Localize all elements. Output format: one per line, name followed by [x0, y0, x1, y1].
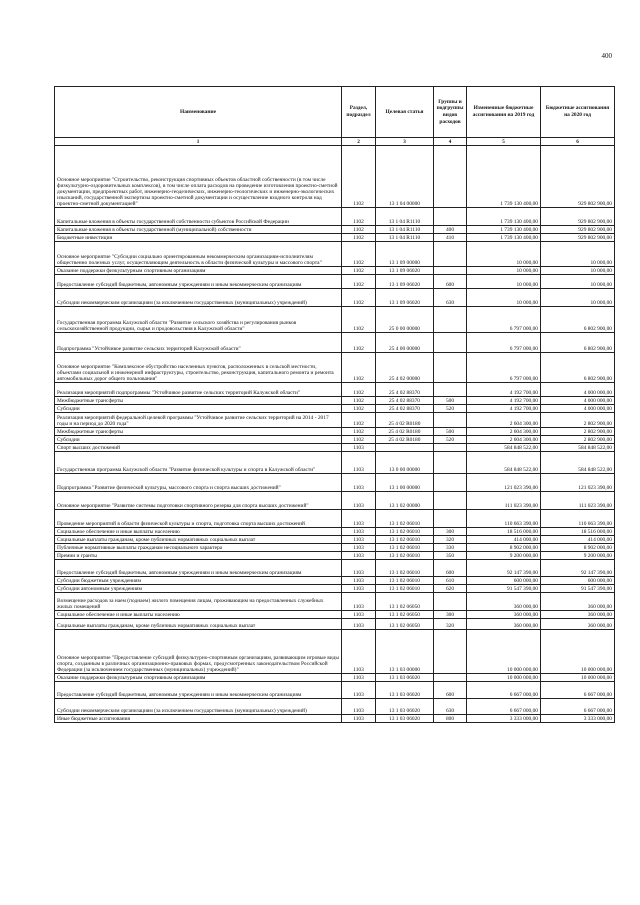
row-amount-2020: 6 802 900,00 — [541, 307, 615, 333]
row-expense-group — [434, 474, 467, 492]
row-amount-2020: 6 667 000,00 — [541, 682, 615, 699]
row-name: Государственная программа Калужской области "Развитие сельского хозяйства и регулирования рынков сельскохозяйственной продукции, сырья и продовольствия в Калужской области" — [55, 307, 342, 333]
row-amount-2020: 4 000 000,00 — [541, 405, 615, 413]
row-section: 1102 — [342, 146, 376, 208]
row-name: Проведение мероприятий в области физической культуры и спорта, подготовка спорта высших достижений — [55, 510, 342, 528]
row-name: Основное мероприятие "Комплексное обустройство населенных пунктов, расположенных в сельской местности, объектами социальной и инженерной инфраструктуры, строительство, реконструкция, капитального ремонта и ремонта автомобильных дорог общего пользования" — [55, 353, 342, 383]
row-section: 1102 — [342, 234, 376, 242]
row-amount-2019: 10 000,00 — [467, 275, 541, 289]
row-amount-2020: 929 802 900,00 — [541, 208, 615, 226]
table-row — [55, 682, 615, 699]
row-expense-group — [434, 383, 467, 397]
row-amount-2019: 10 000,00 — [467, 242, 541, 267]
row-amount-2019: 2 604 300,00 — [467, 413, 541, 428]
row-name: Предоставление субсидий бюджетным, автономным учреждениям и иным некоммерческим организациям — [55, 560, 342, 577]
row-name: Возмещение расходов за наем (поднаем) жилого помещения лицам, проживающим на предоставленных служебных жилых помещений — [55, 593, 342, 611]
row-name: Капитальные вложения в объекты государственной собственности субъектов Российской Федерации — [55, 208, 342, 226]
row-target-article: 25 4 02 88370 — [376, 405, 434, 413]
table-row — [55, 397, 615, 405]
row-amount-2020: 360 000,00 — [541, 593, 615, 611]
row-amount-2019: 360 000,00 — [467, 619, 541, 630]
row-section: 1103 — [342, 630, 376, 674]
row-amount-2020: 929 802 900,00 — [541, 146, 615, 208]
row-amount-2020: 3 333 000,00 — [541, 715, 615, 723]
row-expense-group: 300 — [434, 611, 467, 619]
row-name: Предоставление субсидий бюджетным, автономным учреждениям и иным некоммерческим организациям — [55, 275, 342, 289]
row-amount-2019: 6 797 000,00 — [467, 353, 541, 383]
table-row — [55, 208, 615, 226]
row-expense-group — [434, 208, 467, 226]
row-amount-2019: 6 667 000,00 — [467, 682, 541, 699]
row-amount-2020: 929 802 900,00 — [541, 234, 615, 242]
row-name: Публичные нормативные выплаты гражданам несоциального характера — [55, 544, 342, 552]
table-row — [55, 307, 615, 333]
row-section: 1102 — [342, 333, 376, 353]
row-expense-group — [434, 353, 467, 383]
header-section: Раздел, подраздел — [342, 87, 376, 138]
row-name: Межбюджетные трансферты — [55, 428, 342, 436]
row-expense-group: 330 — [434, 544, 467, 552]
row-target-article: 13 1 09 06020 — [376, 267, 434, 275]
row-amount-2019: 584 848 522,00 — [467, 444, 541, 452]
row-section: 1103 — [342, 560, 376, 577]
row-name: Основное мероприятие "Строительство, реконструкция спортивных объектов областной собственности (в том числе физкультурно-оздоровительных комплексов), в том числе оплата расходов на проведение изготовления проектно-сметной документации, предпроектных работ, инженерно-геодезических, инженерно-геологических и инженерно-экологических изысканий, государственной экспертизы проектно-сметной документации и осуществление входного контроля над проектно-сметной документацией" — [55, 146, 342, 208]
row-section: 1103 — [342, 528, 376, 536]
row-name: Подпрограмма "Устойчивое развитие сельских территорий Калужской области" — [55, 333, 342, 353]
row-amount-2020: 10 000,00 — [541, 267, 615, 275]
column-number: 2 — [342, 138, 376, 146]
table-row — [55, 383, 615, 397]
row-amount-2020: 121 023 390,00 — [541, 474, 615, 492]
table-row — [55, 289, 615, 307]
row-amount-2019: 18 516 000,00 — [467, 528, 541, 536]
row-expense-group — [434, 492, 467, 510]
row-amount-2020: 2 802 900,00 — [541, 436, 615, 444]
row-target-article: 13 1 03 06020 — [376, 699, 434, 715]
row-name: Премии и гранты — [55, 552, 342, 560]
table-row — [55, 234, 615, 242]
row-section: 1103 — [342, 585, 376, 593]
column-number: 5 — [467, 138, 541, 146]
row-name: Социальные выплаты гражданам, кроме публичных нормативных социальных выплат — [55, 536, 342, 544]
row-section: 1103 — [342, 611, 376, 619]
row-expense-group: 520 — [434, 436, 467, 444]
table-row — [55, 544, 615, 552]
row-expense-group: 600 — [434, 682, 467, 699]
row-expense-group: 620 — [434, 585, 467, 593]
row-target-article: 13 1 02 06050 — [376, 619, 434, 630]
row-name: Оказание поддержки физкультурным спортивным организациям — [55, 674, 342, 682]
row-target-article: 13 1 02 06010 — [376, 536, 434, 544]
table-row — [55, 413, 615, 428]
row-section: 1102 — [342, 383, 376, 397]
row-target-article: 25 4 02 88370 — [376, 397, 434, 405]
row-section: 1103 — [342, 682, 376, 699]
row-amount-2020: 4 000 000,00 — [541, 383, 615, 397]
row-amount-2020: 6 667 000,00 — [541, 699, 615, 715]
row-name: Субсидии — [55, 436, 342, 444]
row-name: Социальное обеспечение и иные выплаты населению — [55, 528, 342, 536]
row-target-article: 13 1 02 06050 — [376, 593, 434, 611]
row-amount-2020: 110 663 390,00 — [541, 510, 615, 528]
table-row — [55, 560, 615, 577]
row-amount-2019: 360 000,00 — [467, 593, 541, 611]
row-name: Иные бюджетные ассигнования — [55, 715, 342, 723]
row-amount-2019: 8 902 000,00 — [467, 544, 541, 552]
row-section: 1102 — [342, 226, 376, 234]
row-expense-group — [434, 307, 467, 333]
table-row — [55, 226, 615, 234]
row-section: 1102 — [342, 208, 376, 226]
row-section: 1103 — [342, 674, 376, 682]
row-target-article: 13 1 02 06010 — [376, 528, 434, 536]
row-target-article: 13 1 02 00000 — [376, 492, 434, 510]
row-target-article: 25 4 00 00000 — [376, 333, 434, 353]
row-name: Реализация мероприятий федеральной целевой программы "Устойчивое развитие сельских территорий на 2014 - 2017 годы и на период до 2020 года" — [55, 413, 342, 428]
row-name: Субсидии некоммерческим организациям (за исключением государственных (муниципальных) учреждений) — [55, 699, 342, 715]
column-number-row — [55, 138, 615, 146]
row-target-article: 13 1 03 06020 — [376, 674, 434, 682]
row-amount-2019: 10 000,00 — [467, 289, 541, 307]
row-expense-group — [434, 510, 467, 528]
table-row — [55, 474, 615, 492]
row-name: Спорт высших достижений — [55, 444, 342, 452]
row-amount-2020: 8 902 000,00 — [541, 544, 615, 552]
row-name: Социальные выплаты гражданам, кроме публичных нормативных социальных выплат — [55, 619, 342, 630]
row-section: 1103 — [342, 552, 376, 560]
row-expense-group: 520 — [434, 405, 467, 413]
row-target-article: 13 1 04 R1110 — [376, 226, 434, 234]
row-target-article: 13 1 02 06010 — [376, 585, 434, 593]
row-expense-group: 400 — [434, 226, 467, 234]
header-budget-2020: Бюджетные ассигнования на 2020 год — [541, 87, 615, 138]
row-expense-group — [434, 267, 467, 275]
row-amount-2020: 584 848 522,00 — [541, 444, 615, 452]
table-row — [55, 333, 615, 353]
row-target-article: 25 4 02 R0180 — [376, 436, 434, 444]
row-amount-2019: 91 547 390,00 — [467, 585, 541, 593]
row-amount-2019: 6 667 000,00 — [467, 699, 541, 715]
table-row — [55, 452, 615, 474]
table-row — [55, 428, 615, 436]
row-target-article: 13 1 03 00000 — [376, 630, 434, 674]
table-row — [55, 630, 615, 674]
header-groups: Группы и подгруппы видов расходов — [434, 87, 467, 138]
row-name: Межбюджетные трансферты — [55, 397, 342, 405]
row-section: 1102 — [342, 405, 376, 413]
row-name: Основное мероприятие "Развитие системы подготовки спортивного резерва для спорта высших достижений" — [55, 492, 342, 510]
table-row — [55, 275, 615, 289]
table-row — [55, 510, 615, 528]
row-name: Подпрограмма "Развитие физической культуры, массового спорта и спорта высших достижений" — [55, 474, 342, 492]
row-amount-2019: 10 000 000,00 — [467, 674, 541, 682]
row-target-article: 13 1 04 R1110 — [376, 208, 434, 226]
row-target-article: 13 1 02 06010 — [376, 560, 434, 577]
row-expense-group: 300 — [434, 528, 467, 536]
row-target-article: 13 1 02 06010 — [376, 577, 434, 585]
row-section: 1103 — [342, 544, 376, 552]
row-target-article: 25 4 02 R0180 — [376, 413, 434, 428]
row-amount-2019: 10 000 000,00 — [467, 630, 541, 674]
page-number: 400 — [601, 52, 612, 60]
column-number: 1 — [55, 138, 342, 146]
row-name: Субсидии — [55, 405, 342, 413]
row-amount-2019: 600 000,00 — [467, 577, 541, 585]
row-expense-group: 600 — [434, 275, 467, 289]
row-amount-2020: 92 147 390,00 — [541, 560, 615, 577]
row-amount-2020: 584 848 522,00 — [541, 452, 615, 474]
row-amount-2019: 1 739 130 400,00 — [467, 208, 541, 226]
table-row — [55, 405, 615, 413]
row-amount-2020: 360 000,00 — [541, 619, 615, 630]
row-expense-group: 500 — [434, 428, 467, 436]
table-row — [55, 699, 615, 715]
row-amount-2020: 18 516 000,00 — [541, 528, 615, 536]
row-amount-2019: 6 797 000,00 — [467, 307, 541, 333]
row-section: 1102 — [342, 428, 376, 436]
row-expense-group: 630 — [434, 289, 467, 307]
row-section: 1103 — [342, 619, 376, 630]
table-body — [55, 146, 615, 723]
row-expense-group — [434, 452, 467, 474]
header-budget-2019: Измененные бюджетные ассигнования на 2019 год — [467, 87, 541, 138]
row-amount-2020: 2 802 900,00 — [541, 413, 615, 428]
row-amount-2020: 2 802 900,00 — [541, 428, 615, 436]
row-section: 1102 — [342, 289, 376, 307]
row-name: Субсидии некоммерческим организациям (за исключением государственных (муниципальных) учреждений) — [55, 289, 342, 307]
row-amount-2020: 4 000 000,00 — [541, 397, 615, 405]
row-amount-2020: 600 000,00 — [541, 577, 615, 585]
column-number: 6 — [541, 138, 615, 146]
row-section: 1103 — [342, 593, 376, 611]
row-expense-group — [434, 444, 467, 452]
table-row — [55, 674, 615, 682]
row-expense-group — [434, 146, 467, 208]
row-target-article: 13 1 09 06020 — [376, 289, 434, 307]
row-target-article: 13 1 02 06050 — [376, 611, 434, 619]
row-expense-group: 410 — [434, 234, 467, 242]
row-target-article: 25 4 02 88370 — [376, 383, 434, 397]
row-expense-group — [434, 413, 467, 428]
row-name: Основное мероприятие "Предоставление субсидий физкультурно-спортивным организациям, развивающим игровые виды спорта, созданным в различных организационно-правовых формах, предусмотренных законодательством Российской Федерации (за исключением государственных (муниципальных) учреждений)" — [55, 630, 342, 674]
row-section: 1103 — [342, 452, 376, 474]
table-row — [55, 577, 615, 585]
row-amount-2019: 2 604 300,00 — [467, 436, 541, 444]
row-section: 1103 — [342, 444, 376, 452]
row-target-article: 13 1 03 06020 — [376, 682, 434, 699]
row-amount-2020: 414 000,00 — [541, 536, 615, 544]
row-section: 1103 — [342, 510, 376, 528]
table-row — [55, 436, 615, 444]
row-expense-group: 320 — [434, 619, 467, 630]
row-amount-2019: 92 147 390,00 — [467, 560, 541, 577]
row-name: Оказание поддержки физкультурным спортивным организациям — [55, 267, 342, 275]
row-expense-group: 610 — [434, 577, 467, 585]
row-section: 1102 — [342, 267, 376, 275]
row-section: 1103 — [342, 577, 376, 585]
table-row — [55, 492, 615, 510]
row-amount-2019: 110 663 390,00 — [467, 510, 541, 528]
row-expense-group — [434, 593, 467, 611]
row-section: 1103 — [342, 474, 376, 492]
row-amount-2019: 4 192 700,00 — [467, 405, 541, 413]
row-section: 1102 — [342, 242, 376, 267]
row-name: Государственная программа Калужской области "Развитие физической культуры и спорта в Калужской области" — [55, 452, 342, 474]
row-expense-group — [434, 630, 467, 674]
table-row — [55, 585, 615, 593]
row-amount-2020: 360 000,00 — [541, 611, 615, 619]
row-amount-2020: 10 000,00 — [541, 242, 615, 267]
row-target-article: 13 1 00 00000 — [376, 474, 434, 492]
row-name: Основное мероприятие "Субсидии социально ориентированным некоммерческим организациям-исполнителям общественно полезных услуг, осуществляющим деятельность в области физической культуры и массового спорта" — [55, 242, 342, 267]
row-amount-2019: 1 739 130 400,00 — [467, 234, 541, 242]
row-target-article: 13 0 00 00000 — [376, 452, 434, 474]
row-amount-2019: 121 023 390,00 — [467, 474, 541, 492]
row-section: 1102 — [342, 436, 376, 444]
row-target-article: 25 0 00 00000 — [376, 307, 434, 333]
header-target: Целевая статья — [376, 87, 434, 138]
row-expense-group — [434, 674, 467, 682]
row-amount-2019: 3 333 000,00 — [467, 715, 541, 723]
row-target-article: 13 1 02 06010 — [376, 510, 434, 528]
row-amount-2019: 1 739 130 400,00 — [467, 226, 541, 234]
row-amount-2020: 111 023 390,00 — [541, 492, 615, 510]
row-amount-2019: 9 200 000,00 — [467, 552, 541, 560]
row-section: 1103 — [342, 536, 376, 544]
row-amount-2019: 1 739 130 400,00 — [467, 146, 541, 208]
row-target-article: 13 1 02 06010 — [376, 552, 434, 560]
table-row — [55, 593, 615, 611]
row-name: Субсидии автономным учреждениям — [55, 585, 342, 593]
column-number: 3 — [376, 138, 434, 146]
row-target-article: 13 1 04 R1110 — [376, 234, 434, 242]
row-amount-2019: 4 192 700,00 — [467, 397, 541, 405]
row-target-article: 13 1 09 06020 — [376, 275, 434, 289]
row-expense-group: 350 — [434, 552, 467, 560]
row-target-article: 13 1 03 06020 — [376, 715, 434, 723]
row-amount-2019: 360 000,00 — [467, 611, 541, 619]
row-name: Предоставление субсидий бюджетным, автономным учреждениям и иным некоммерческим организациям — [55, 682, 342, 699]
row-amount-2019: 4 192 700,00 — [467, 383, 541, 397]
row-amount-2020: 91 547 390,00 — [541, 585, 615, 593]
row-amount-2019: 584 848 522,00 — [467, 452, 541, 474]
row-name: Субсидии бюджетным учреждениям — [55, 577, 342, 585]
row-expense-group: 500 — [434, 397, 467, 405]
table-row — [55, 267, 615, 275]
row-amount-2019: 111 023 390,00 — [467, 492, 541, 510]
row-expense-group — [434, 333, 467, 353]
table-row — [55, 552, 615, 560]
table-row — [55, 444, 615, 452]
row-amount-2020: 10 000 000,00 — [541, 674, 615, 682]
row-expense-group: 600 — [434, 560, 467, 577]
row-expense-group — [434, 242, 467, 267]
row-section: 1103 — [342, 492, 376, 510]
row-name: Капитальные вложения в объекты государственной (муниципальной) собственности — [55, 226, 342, 234]
table-row — [55, 715, 615, 723]
row-name: Социальное обеспечение и иные выплаты населению — [55, 611, 342, 619]
row-amount-2020: 6 802 900,00 — [541, 333, 615, 353]
row-expense-group: 630 — [434, 699, 467, 715]
row-expense-group: 800 — [434, 715, 467, 723]
table-row — [55, 619, 615, 630]
row-amount-2020: 10 000,00 — [541, 289, 615, 307]
header-name: Наименование — [55, 87, 342, 138]
row-amount-2019: 6 797 000,00 — [467, 333, 541, 353]
column-number: 4 — [434, 138, 467, 146]
row-section: 1102 — [342, 307, 376, 333]
table-row — [55, 242, 615, 267]
table-row — [55, 353, 615, 383]
row-target-article: 13 1 04 00000 — [376, 146, 434, 208]
row-section: 1102 — [342, 397, 376, 405]
row-target-article — [376, 444, 434, 452]
table-row — [55, 536, 615, 544]
row-section: 1102 — [342, 275, 376, 289]
row-section: 1102 — [342, 413, 376, 428]
row-target-article: 13 1 09 00000 — [376, 242, 434, 267]
row-amount-2020: 929 802 900,00 — [541, 226, 615, 234]
row-name: Бюджетные инвестиции — [55, 234, 342, 242]
row-amount-2020: 10 000 000,00 — [541, 630, 615, 674]
row-amount-2020: 6 802 900,00 — [541, 353, 615, 383]
table-row — [55, 146, 615, 208]
row-expense-group: 320 — [434, 536, 467, 544]
row-amount-2019: 414 000,00 — [467, 536, 541, 544]
row-amount-2019: 10 000,00 — [467, 267, 541, 275]
row-section: 1102 — [342, 353, 376, 383]
row-section: 1103 — [342, 699, 376, 715]
row-amount-2020: 9 200 000,00 — [541, 552, 615, 560]
row-target-article: 25 4 02 R0180 — [376, 428, 434, 436]
header-row — [55, 87, 615, 138]
row-section: 1103 — [342, 715, 376, 723]
budget-table — [54, 86, 615, 723]
row-amount-2020: 10 000,00 — [541, 275, 615, 289]
row-target-article: 13 1 02 06010 — [376, 544, 434, 552]
row-target-article: 25 4 02 00000 — [376, 353, 434, 383]
row-amount-2019: 2 604 300,00 — [467, 428, 541, 436]
table-row — [55, 528, 615, 536]
row-name: Реализация мероприятий подпрограммы "Устойчивое развитие сельских территорий Калужской области" — [55, 383, 342, 397]
table-row — [55, 611, 615, 619]
